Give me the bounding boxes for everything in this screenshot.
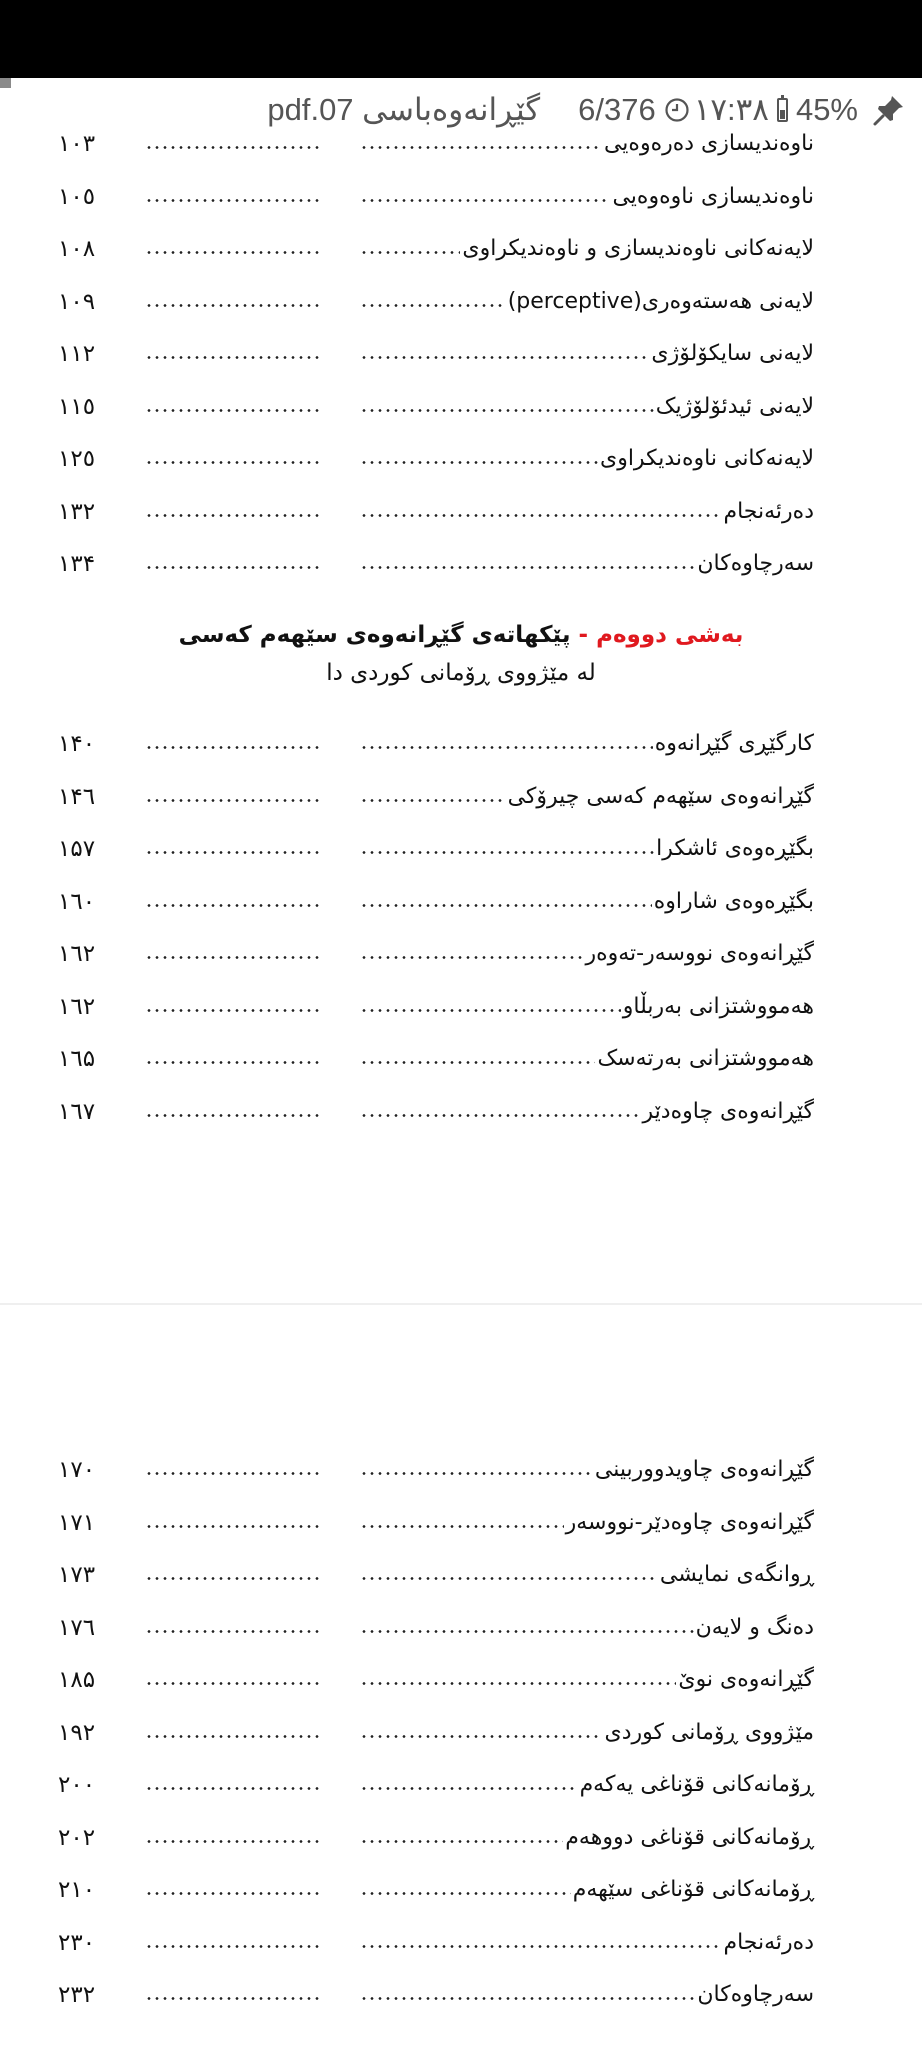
toc-entry-page-number: ١٧٣ xyxy=(58,1562,96,1588)
leader-dots-title xyxy=(360,1787,578,1790)
toc-entry-page-number: ٢٣٠ xyxy=(58,1929,96,1956)
leader-dots xyxy=(145,904,320,907)
toc-entry-page-number: ١٦٢ xyxy=(58,993,96,1020)
toc-entry[interactable] xyxy=(0,1765,922,1805)
toc-entry-page-number: ٢٠٠ xyxy=(58,1772,96,1798)
toc-entry-title: لایەنی ئیدئۆلۆژیک xyxy=(655,393,814,419)
toc-entry-page-number: ١٠٨ xyxy=(58,236,96,262)
leader-dots xyxy=(145,304,320,307)
toc-entry-title: گێڕانەوەی چاوەدێر xyxy=(642,1098,814,1124)
toc-entry-page-number: ٢٣٢ xyxy=(58,1982,96,2008)
toc-entry[interactable] xyxy=(0,492,922,532)
leader-dots xyxy=(145,1840,320,1843)
clock-icon xyxy=(664,97,690,123)
toc-entry-title: مێژووی ڕۆمانی کوردی xyxy=(604,1719,814,1745)
leader-dots xyxy=(145,1630,320,1633)
toc-entry-title: دەرئەنجام xyxy=(723,498,814,524)
leader-dots xyxy=(145,146,320,149)
leader-dots-title xyxy=(360,1114,641,1117)
toc-entry[interactable] xyxy=(0,1713,922,1753)
toc-entry-title: گێڕانەوەی سێهەم کەسی چیرۆکی xyxy=(507,783,814,809)
toc-entry-page-number: ٢٠٢ xyxy=(58,1824,96,1851)
toc-entry[interactable] xyxy=(0,177,922,217)
toc-entry-title: گێڕانەوەی چاویدووربینی xyxy=(594,1457,814,1482)
leader-dots xyxy=(145,1472,320,1475)
toc-entry[interactable] xyxy=(0,1450,922,1490)
toc-entry-page-number: ١٣۴ xyxy=(58,551,96,577)
section-title-text: پێکهاتەی گێڕانەوەی سێهەم کەسی xyxy=(178,622,571,648)
toc-entry[interactable] xyxy=(0,124,922,164)
leader-dots-title xyxy=(360,304,506,307)
toc-entry[interactable] xyxy=(0,724,922,764)
toc-entry-page-number: ٢١٠ xyxy=(58,1877,96,1903)
toc-entry-title: هەمووشتزانی بەربڵاو xyxy=(622,993,814,1019)
leader-dots-title xyxy=(360,1009,621,1012)
leader-dots-title xyxy=(360,409,654,412)
leader-dots-title xyxy=(360,356,649,359)
toc-entry[interactable] xyxy=(0,334,922,374)
toc-entry-title: ناوەندیسازی دەرەوەیی xyxy=(603,131,814,156)
leader-dots xyxy=(145,514,320,517)
leader-dots-title xyxy=(360,514,721,517)
toc-entry[interactable] xyxy=(0,1503,922,1543)
leader-dots xyxy=(145,1997,320,2000)
leader-dots xyxy=(145,199,320,202)
leader-dots xyxy=(145,1945,320,1948)
toc-entry[interactable] xyxy=(0,282,922,322)
toc-entry-title: لایەنی هەستەوەری(perceptive) xyxy=(507,288,814,314)
toc-entry-title: لایەنەکانی ناوەندیسازی و ناوەندیکراوی xyxy=(462,236,814,261)
toc-entry[interactable] xyxy=(0,1555,922,1595)
leader-dots-title xyxy=(360,1945,721,1948)
leader-dots-title xyxy=(360,1061,595,1064)
leader-dots-title xyxy=(360,851,654,854)
toc-entry-page-number: ١٠٩ xyxy=(58,288,96,315)
leader-dots-title xyxy=(360,1892,571,1895)
leader-dots-title xyxy=(360,146,602,149)
toc-entry-title: گێڕانەوەی نووسەر-تەوەر xyxy=(585,941,814,966)
toc-entry-title: ڕۆمانەکانی قۆناغی سێهەم xyxy=(572,1877,814,1902)
leader-dots xyxy=(145,1735,320,1738)
toc-entry-title: ناوەندیسازی ناوەوەیی xyxy=(612,183,814,209)
toc-entry-page-number: ١٠٥ xyxy=(58,183,96,210)
toc-entry-title: ڕۆمانەکانی قۆناغی یەکەم xyxy=(579,1772,814,1797)
toc-entry[interactable] xyxy=(0,1818,922,1858)
leader-dots xyxy=(145,1787,320,1790)
section-label: بەشی دووەم - xyxy=(578,622,744,648)
toc-entry-page-number: ١٣٢ xyxy=(58,498,96,525)
leader-dots-title xyxy=(360,746,653,749)
leader-dots-title xyxy=(360,1840,563,1843)
toc-entry[interactable] xyxy=(0,934,922,974)
toc-entry-page-number: ١٦۵ xyxy=(58,1046,96,1072)
toc-entry[interactable] xyxy=(0,387,922,427)
leader-dots-title xyxy=(360,1682,676,1685)
toc-entry-title: لایەنی سایکۆلۆژی xyxy=(651,341,814,366)
toc-entry[interactable] xyxy=(0,987,922,1027)
toc-entry[interactable] xyxy=(0,777,922,817)
leader-dots xyxy=(145,1577,320,1580)
toc-entry[interactable] xyxy=(0,829,922,869)
leader-dots xyxy=(145,1892,320,1895)
toc-entry[interactable] xyxy=(0,1608,922,1648)
toc-entry-title: کارگێڕی گێڕانەوە xyxy=(654,731,814,756)
toc-entry-page-number: ١٧٦ xyxy=(58,1614,96,1641)
leader-dots xyxy=(145,746,320,749)
toc-entry-title: گێڕانەوەی نوێ xyxy=(678,1667,814,1692)
toc-entry-page-number: ١١٢ xyxy=(58,341,96,367)
leader-dots xyxy=(145,356,320,359)
time-text: ١٧:٣٨ xyxy=(693,92,769,127)
toc-entry[interactable] xyxy=(0,1039,922,1079)
leader-dots-title xyxy=(360,461,598,464)
scroll-indicator[interactable] xyxy=(0,78,11,88)
leader-dots xyxy=(145,1682,320,1685)
section-title xyxy=(0,622,922,648)
leader-dots-title xyxy=(360,251,460,254)
leader-dots xyxy=(145,799,320,802)
toc-entry-title: دەرئەنجام xyxy=(723,1929,814,1955)
leader-dots-title xyxy=(360,199,610,202)
leader-dots xyxy=(145,1009,320,1012)
top-black-bar xyxy=(0,0,922,78)
toc-entry-page-number: ١٨۵ xyxy=(58,1667,96,1693)
leader-dots xyxy=(145,1525,320,1528)
toc-entry[interactable] xyxy=(0,1660,922,1700)
toc-entry[interactable] xyxy=(0,229,922,269)
leader-dots xyxy=(145,851,320,854)
toc-entry-page-number: ١٦٢ xyxy=(58,941,96,967)
toc-entry-page-number: ١٩٢ xyxy=(58,1719,96,1746)
toc-entry-page-number: ١٠٣ xyxy=(58,131,96,157)
toc-entry-title: سەرچاوەکان xyxy=(697,551,814,576)
leader-dots-title xyxy=(360,1577,658,1580)
toc-entry-title: ڕۆمانەکانی قۆناغی دووهەم xyxy=(565,1824,814,1850)
leader-dots-title xyxy=(360,904,652,907)
leader-dots-title xyxy=(360,1735,602,1738)
clock xyxy=(664,92,769,128)
battery-percent: 45% xyxy=(795,92,858,127)
toc-entry[interactable] xyxy=(0,1870,922,1910)
leader-dots-title xyxy=(360,566,695,569)
page-divider xyxy=(0,1303,922,1305)
toc-entry-title: هەمووشتزانی بەرتەسک xyxy=(597,1046,814,1071)
toc-entry-title: لایەنەکانی ناوەندیکراوی xyxy=(599,446,814,471)
toc-entry-page-number: ١۴٦ xyxy=(58,783,96,810)
leader-dots xyxy=(145,1061,320,1064)
leader-dots xyxy=(145,251,320,254)
toc-entry-title: دەنگ و لایەن xyxy=(695,1614,814,1640)
toc-entry-title: سەرچاوەکان xyxy=(697,1982,814,2007)
toc-entry[interactable] xyxy=(0,544,922,584)
leader-dots-title xyxy=(360,956,583,959)
section-subtitle: لە مێژووی ڕۆمانی کوردی دا xyxy=(326,660,596,686)
toc-entry-page-number: ١٧١ xyxy=(58,1509,96,1536)
toc-entry-title: گێڕانەوەی چاوەدێر-نووسەر xyxy=(565,1509,814,1535)
page-indicator: 6/376 xyxy=(578,92,656,127)
toc-entry-title: بگێڕەوەی شاراوە xyxy=(653,888,814,914)
pin-icon[interactable] xyxy=(872,93,906,127)
leader-dots-title xyxy=(360,1997,695,2000)
toc-entry-page-number: ١۵٧ xyxy=(58,836,96,862)
toc-entry[interactable] xyxy=(0,439,922,479)
leader-dots-title xyxy=(360,1472,593,1475)
toc-entry-page-number: ١٦٧ xyxy=(58,1098,96,1125)
leader-dots-title xyxy=(360,799,506,802)
leader-dots xyxy=(145,1114,320,1117)
toc-entry-page-number: ١٢٥ xyxy=(58,446,96,472)
leader-dots-title xyxy=(360,1525,564,1528)
toc-entry-page-number: ١١٥ xyxy=(58,393,96,420)
leader-dots-title xyxy=(360,1630,694,1633)
leader-dots xyxy=(145,461,320,464)
file-title: گێڕانەوەباسی 07.pdf xyxy=(267,92,541,127)
toc-entry[interactable] xyxy=(0,1092,922,1132)
toc-entry-title: بگێڕەوەی ئاشکرا xyxy=(656,836,814,861)
leader-dots xyxy=(145,566,320,569)
battery-icon xyxy=(777,98,788,122)
toc-entry[interactable] xyxy=(0,1923,922,1963)
toc-entry-page-number: ١٧٠ xyxy=(58,1457,96,1483)
toc-entry-title: ڕوانگەی نمایشی xyxy=(659,1562,814,1587)
leader-dots xyxy=(145,409,320,412)
leader-dots xyxy=(145,956,320,959)
toc-entry[interactable] xyxy=(0,1975,922,2015)
toc-entry[interactable] xyxy=(0,882,922,922)
toc-entry-page-number: ١٦٠ xyxy=(58,888,96,915)
toc-entry-page-number: ١۴٠ xyxy=(58,731,96,757)
